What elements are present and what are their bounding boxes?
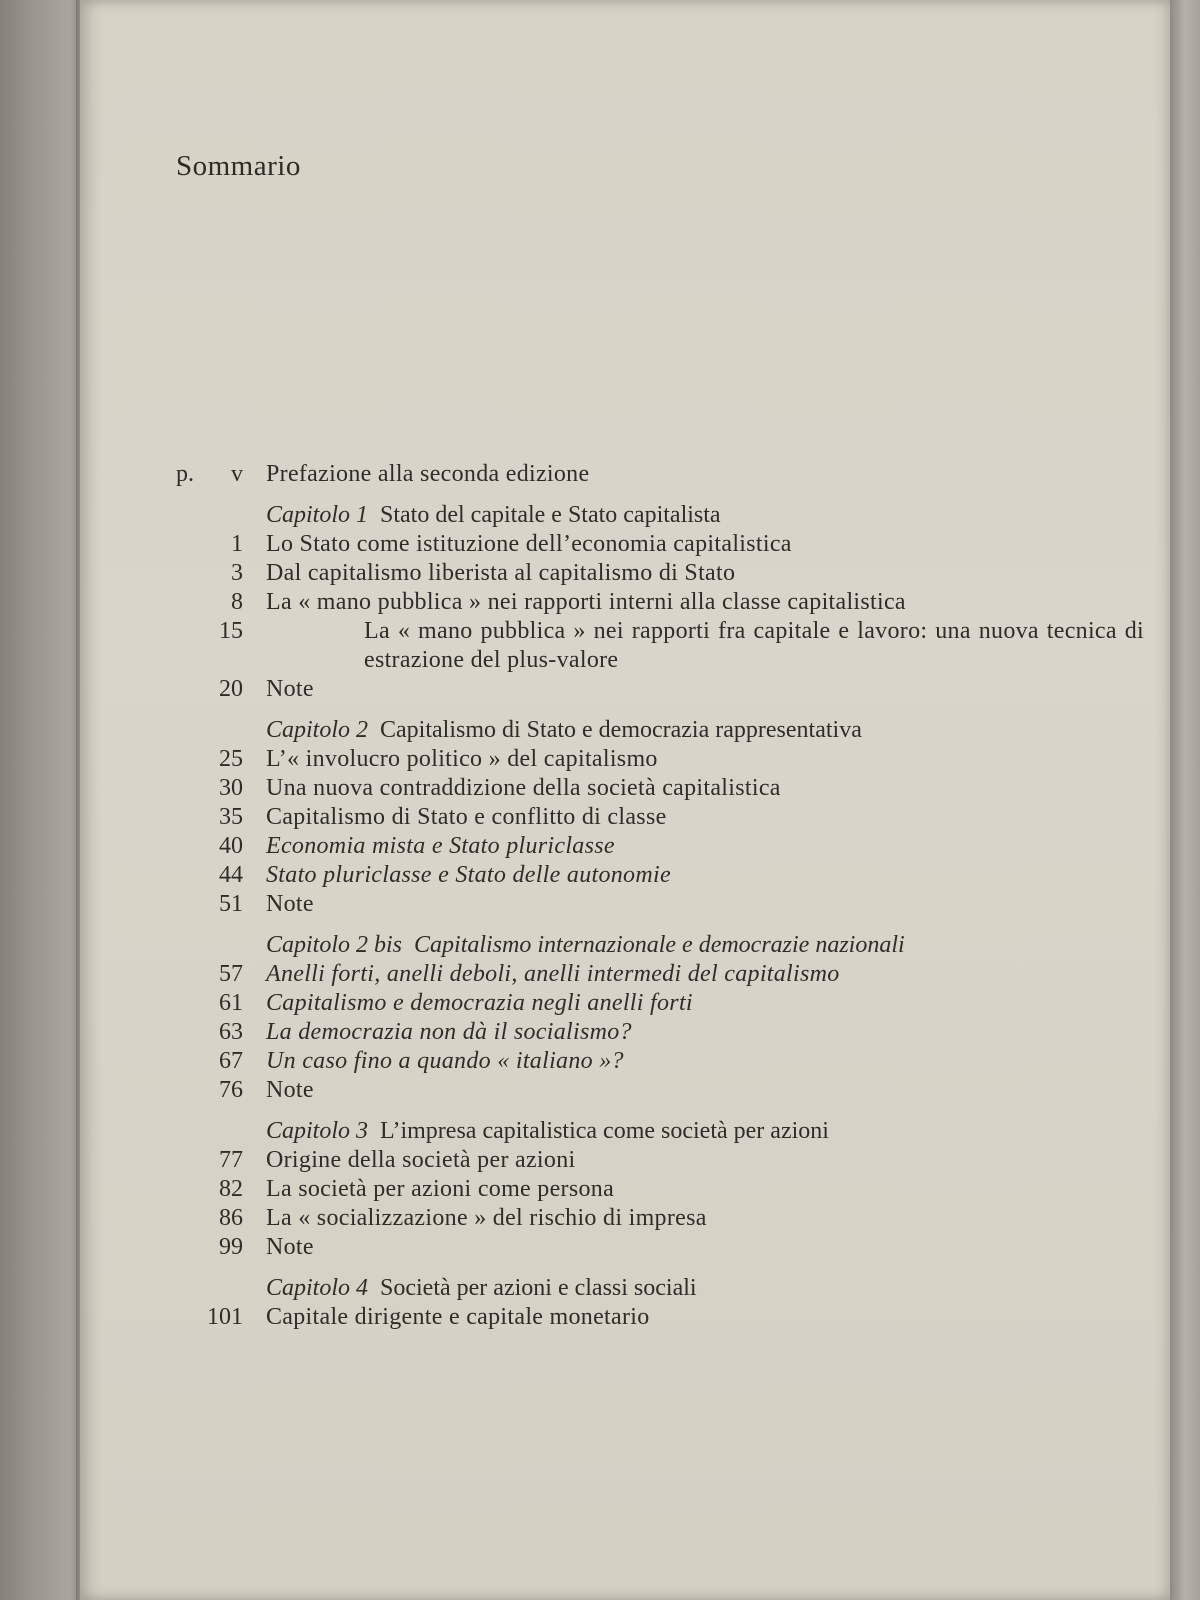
chapter-label: Capitolo 3 <box>266 1118 369 1144</box>
toc-entry <box>168 1047 1068 1076</box>
page-number: 8 <box>231 589 243 615</box>
chapter-label: Capitolo 2 bis <box>266 932 403 958</box>
entry-title: L’« involucro politico » del capitalismo <box>266 746 658 772</box>
toc-entry <box>168 832 1068 861</box>
entry-title: La « socializzazione » del rischio di impresa <box>266 1205 707 1231</box>
left-page-edge <box>0 0 82 1600</box>
entry-title: Economia mista e Stato pluriclasse <box>266 833 615 859</box>
toc-entry <box>168 774 1068 803</box>
toc-entry <box>168 559 1068 588</box>
toc-entry <box>168 1233 1068 1262</box>
entry-title: Origine della società per azioni <box>266 1147 576 1173</box>
toc-entry <box>168 803 1068 832</box>
entry-title: Capitalismo e democrazia negli anelli forti <box>266 990 693 1016</box>
entry-title: Lo Stato come istituzione dell’economia capitalistica <box>266 531 792 557</box>
entry-title: Prefazione alla seconda edizione <box>266 461 590 487</box>
page-number: 44 <box>219 862 243 888</box>
toc-entry <box>168 989 1068 1018</box>
entry-title: Note <box>266 676 314 702</box>
right-page-edge <box>1170 0 1200 1600</box>
entry-title: La società per azioni come persona <box>266 1176 615 1202</box>
toc-entry <box>168 890 1068 919</box>
page-number: 82 <box>219 1176 243 1202</box>
page-number: 3 <box>231 560 243 586</box>
entry-title: Capitale dirigente e capitale monetario <box>266 1304 650 1330</box>
page-title: Sommario <box>176 150 301 182</box>
page-prefix: p. <box>176 461 194 487</box>
page-number: 67 <box>219 1048 243 1074</box>
entry-title: Un caso fino a quando « italiano »? <box>266 1048 624 1074</box>
table-of-contents <box>168 460 1144 1332</box>
chapter-label: Capitolo 4 <box>266 1275 369 1301</box>
page-number: 57 <box>219 961 243 987</box>
entry-title: Stato pluriclasse e Stato delle autonomie <box>266 862 671 888</box>
entry-title: Una nuova contraddizione della società capitalistica <box>266 775 781 801</box>
toc-entry <box>168 617 1144 675</box>
chapter-title: L’impresa capitalistica come società per azioni <box>380 1118 829 1144</box>
toc-entry <box>168 861 1068 890</box>
page-number: 51 <box>219 891 243 917</box>
page-number: 30 <box>219 775 243 801</box>
chapter-heading <box>168 501 1068 530</box>
toc-entry <box>168 1303 1068 1332</box>
toc-entry <box>168 530 1068 559</box>
toc-entry <box>168 1175 1068 1204</box>
toc-entry <box>168 588 1068 617</box>
page-number: 20 <box>219 676 243 702</box>
chapter-title: Società per azioni e classi sociali <box>380 1275 697 1301</box>
page-number: 35 <box>219 804 243 830</box>
entry-title: Note <box>266 1234 314 1260</box>
toc-entry <box>168 1076 1068 1105</box>
chapter-heading <box>168 931 1068 960</box>
page-number: 25 <box>219 746 243 772</box>
entry-title: Dal capitalismo liberista al capitalismo di Stato <box>266 560 736 586</box>
entry-title: Anelli forti, anelli deboli, anelli intermedi del capitalismo <box>266 961 840 987</box>
chapter-heading <box>168 716 1068 745</box>
chapter-label: Capitolo 1 <box>266 502 369 528</box>
page-number: 1 <box>231 531 243 557</box>
chapter-title: Capitalismo di Stato e democrazia rappresentativa <box>380 717 862 743</box>
page-number: 15 <box>219 618 243 644</box>
entry-title: Note <box>266 1077 314 1103</box>
toc-entry <box>168 675 1068 704</box>
page-number: 63 <box>219 1019 243 1045</box>
chapter-title: Stato del capitale e Stato capitalista <box>380 502 721 528</box>
entry-title: La democrazia non dà il socialismo? <box>266 1019 632 1045</box>
toc-entry <box>168 1146 1068 1175</box>
toc-entry <box>168 745 1068 774</box>
chapter-heading <box>168 1274 1068 1303</box>
page-number: 61 <box>219 990 243 1016</box>
page-number: 77 <box>219 1147 243 1173</box>
chapter-title: Capitalismo internazionale e democrazie nazionali <box>414 932 905 958</box>
toc-entry <box>168 1204 1068 1233</box>
page-number: 86 <box>219 1205 243 1231</box>
toc-entry-preface <box>168 460 1068 489</box>
entry-title: Note <box>266 891 314 917</box>
page-number: 76 <box>219 1077 243 1103</box>
page-number: 101 <box>207 1304 243 1330</box>
toc-entry <box>168 960 1068 989</box>
toc-entry <box>168 1018 1068 1047</box>
entry-title: La « mano pubblica » nei rapporti interni alla classe capitalistica <box>266 589 906 615</box>
page-number: 99 <box>219 1234 243 1260</box>
chapter-label: Capitolo 2 <box>266 717 369 743</box>
page-number: v <box>231 461 243 487</box>
entry-title: La « mano pubblica » nei rapporti fra capitale e lavoro: una nuova tecnica di estrazione del plus-valore <box>364 618 1144 673</box>
entry-title: Capitalismo di Stato e conflitto di classe <box>266 804 667 830</box>
page-number: 40 <box>219 833 243 859</box>
chapter-heading <box>168 1117 1068 1146</box>
